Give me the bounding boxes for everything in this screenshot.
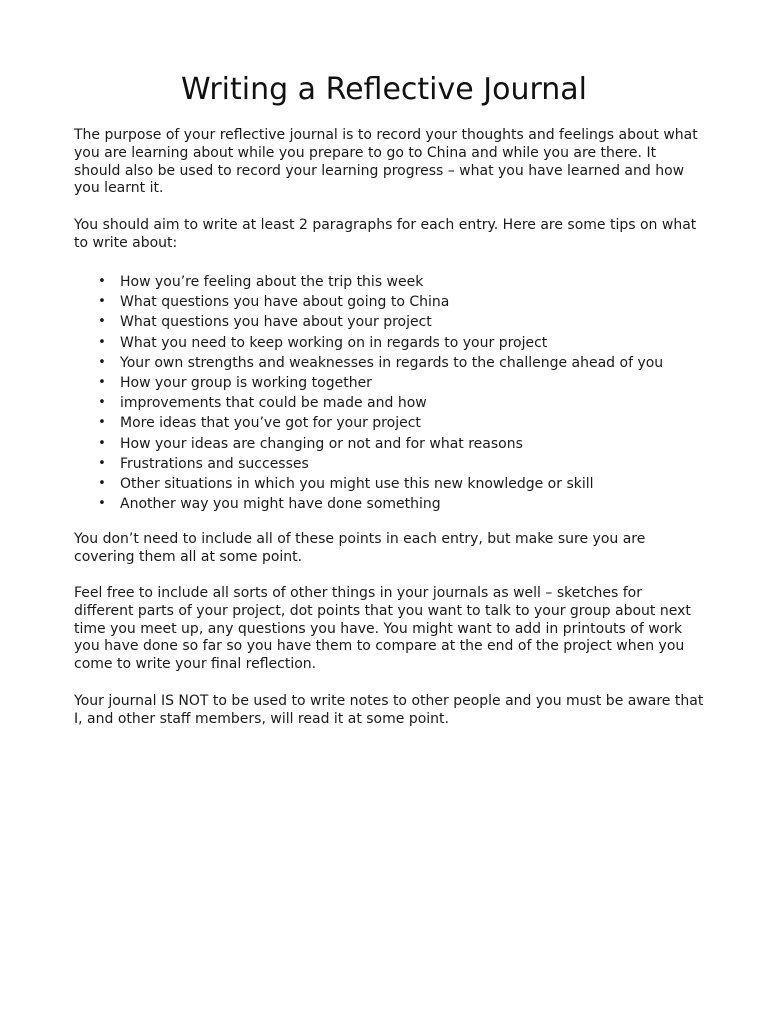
list-item-text: Frustrations and successes [120, 455, 309, 472]
bullet-icon: • [98, 415, 106, 431]
list-item [74, 434, 714, 454]
list-item [74, 454, 714, 474]
aim-paragraph: You should aim to write at least 2 paragraphs for each entry. Here are some tips on what to write about: [74, 217, 697, 251]
bullet-icon: • [98, 354, 106, 370]
list-item-text: improvements that could be made and how [120, 395, 427, 412]
list-item-text: Other situations in which you might use this new knowledge or skill [120, 475, 594, 492]
list-item [74, 373, 714, 393]
list-item-text: Another way you might have done something [120, 496, 441, 513]
bullet-icon: • [98, 455, 106, 471]
include-points-paragraph: You don’t need to include all of these points in each entry, but make sure you are covering them all at some point. [74, 531, 646, 565]
list-item [74, 353, 714, 373]
bullet-icon: • [98, 395, 106, 411]
list-item [74, 393, 714, 413]
list-item [74, 494, 714, 514]
list-item-text: How your group is working together [120, 374, 372, 391]
bullet-icon: • [98, 314, 106, 330]
other-things-paragraph: Feel free to include all sorts of other things in your journals as well – sketches for different parts of your project, dot points that you want to talk to your group about next time you meet up, any questions you have. You might want to add in printouts of work you have done so far so you have them to compare at the end of the project when you come to write your final reflection. [74, 585, 691, 673]
list-item [74, 292, 714, 312]
list-item-text: More ideas that you’ve got for your project [120, 415, 421, 432]
page-title: Writing a Reflective Journal [181, 72, 587, 107]
bullet-icon: • [98, 274, 106, 289]
list-item [74, 272, 714, 292]
journal-rules-paragraph: Your journal IS NOT to be used to write notes to other people and you must be aware that I, and other staff members, will read it at some point. [74, 693, 704, 727]
bullet-icon: • [98, 294, 106, 310]
bullet-icon: • [98, 374, 106, 390]
purpose-paragraph: The purpose of your reflective journal is to record your thoughts and feelings about what you are learning about while you prepare to go to China and while you are there. It should also be used to record your learning progress – what you have learned and how you learnt it. [74, 127, 698, 197]
bullet-icon: • [98, 475, 106, 491]
list-item-text: Your own strengths and weaknesses in regards to the challenge ahead of you [120, 354, 664, 371]
bullet-icon: • [98, 334, 106, 350]
bullet-icon: • [98, 435, 106, 451]
list-item-text: How your ideas are changing or not and for what reasons [120, 435, 523, 452]
tips-list [74, 272, 714, 514]
list-item-text: How you’re feeling about the trip this week [120, 274, 424, 290]
list-item-text: What questions you have about your project [120, 314, 432, 331]
list-item-text: What you need to keep working on in regards to your project [120, 334, 548, 351]
list-item [74, 333, 714, 353]
list-item-text: What questions you have about going to China [120, 294, 450, 311]
bullet-icon: • [98, 496, 106, 512]
list-item [74, 413, 714, 433]
list-item [74, 312, 714, 332]
list-item [74, 474, 714, 494]
